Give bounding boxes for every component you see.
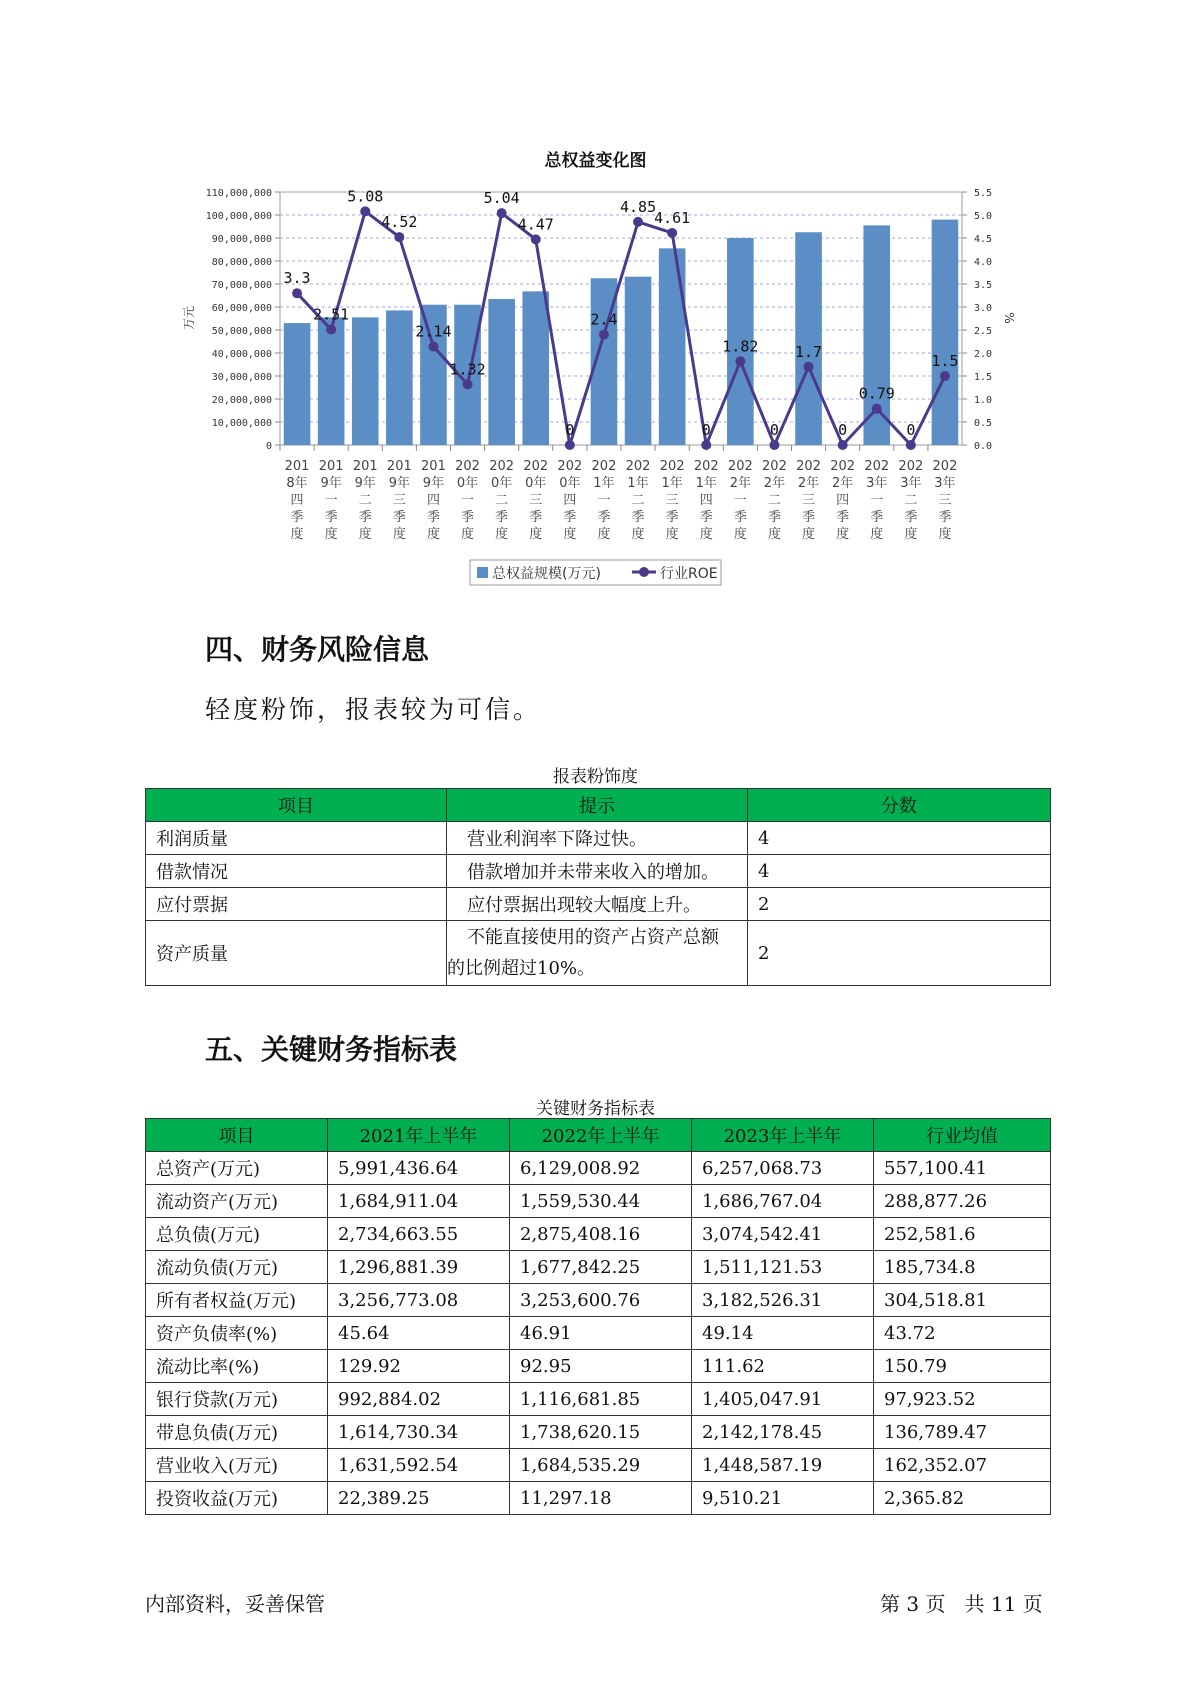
roe-point	[531, 234, 541, 244]
x-tick-label: 202 3年一季度	[864, 459, 890, 542]
x-tick-label: 202 0年一季度	[455, 459, 480, 542]
x-tick-label: 202 2年二季度	[762, 459, 787, 542]
roe-data-label: 4.52	[381, 213, 418, 232]
indicator-name-cell: 带息负债(万元)	[146, 1416, 328, 1449]
table-row	[146, 1383, 1051, 1416]
y-tick-label: 60,000,000	[211, 303, 272, 314]
indicator-value-cell: 5,991,436.64	[328, 1152, 510, 1185]
indicator-value-cell: 162,352.07	[874, 1449, 1051, 1482]
indicator-value-cell: 46.91	[510, 1317, 692, 1350]
indicator-value-cell: 97,923.52	[874, 1383, 1051, 1416]
y-tick-label: 30,000,000	[211, 372, 272, 383]
roe-data-label: 0.79	[858, 384, 895, 403]
table-row	[146, 1482, 1051, 1515]
roe-point	[940, 371, 950, 381]
indicator-value-cell: 3,182,526.31	[692, 1284, 874, 1317]
indicator-value-cell: 2,875,408.16	[510, 1218, 692, 1251]
y2-tick-label: 2.0	[974, 349, 993, 360]
risk-item: 借款情况	[146, 855, 447, 888]
section4-heading: 四、财务风险信息	[205, 633, 430, 666]
risk-tip	[447, 921, 748, 986]
x-tick-label: 202 2年一季度	[727, 459, 753, 542]
risk-tip-line: 不能直接使用的资产占资产总额	[467, 927, 719, 948]
table-row	[146, 1416, 1051, 1449]
indicator-value-cell: 2,365.82	[874, 1482, 1051, 1515]
table-row	[146, 822, 1051, 855]
indicator-value-cell: 6,129,008.92	[510, 1152, 692, 1185]
roe-point	[394, 232, 404, 242]
indicator-value-cell: 1,684,535.29	[510, 1449, 692, 1482]
indicator-value-cell: 43.72	[874, 1317, 1051, 1350]
indicator-name-cell: 所有者权益(万元)	[146, 1284, 328, 1317]
indicator-value-cell: 111.62	[692, 1350, 874, 1383]
x-tick-label: 201 9年三季度	[386, 459, 412, 542]
indicator-name-cell: 银行贷款(万元)	[146, 1383, 328, 1416]
indicator-value-cell: 1,684,911.04	[328, 1185, 510, 1218]
table-header-row	[146, 1119, 1051, 1152]
roe-data-label: 4.47	[517, 215, 554, 234]
indicator-name-cell: 流动资产(万元)	[146, 1185, 328, 1218]
indicator-value-cell: 2,142,178.45	[692, 1416, 874, 1449]
roe-data-label: 3.3	[283, 269, 311, 288]
indicator-value-cell: 92.95	[510, 1350, 692, 1383]
roe-point	[360, 206, 370, 216]
indicator-value-cell: 3,074,542.41	[692, 1218, 874, 1251]
indicator-value-cell: 11,297.18	[510, 1482, 692, 1515]
x-tick-label: 202 1年一季度	[591, 459, 617, 542]
indicator-value-cell: 49.14	[692, 1317, 874, 1350]
indicator-value-cell: 6,257,068.73	[692, 1152, 874, 1185]
column-header: 项目	[146, 1119, 328, 1152]
indicator-name-cell: 营业收入(万元)	[146, 1449, 328, 1482]
chart-bar	[318, 317, 345, 445]
section5-heading: 五、关键财务指标表	[205, 1033, 458, 1066]
x-tick-label: 201 9年四季度	[421, 459, 446, 542]
chart-bar	[386, 310, 413, 445]
x-tick-label: 202 0年三季度	[523, 459, 549, 542]
roe-point	[565, 440, 575, 450]
roe-point	[872, 404, 882, 414]
table-header-row	[146, 789, 1051, 822]
y2-tick-label: 5.0	[974, 211, 993, 222]
roe-data-label: 0	[565, 421, 575, 439]
indicator-name-cell: 总资产(万元)	[146, 1152, 328, 1185]
column-header: 项目	[146, 789, 447, 822]
roe-data-label: 0	[769, 421, 779, 439]
indicator-value-cell: 1,448,587.19	[692, 1449, 874, 1482]
indicator-value-cell: 3,256,773.08	[328, 1284, 510, 1317]
roe-data-label: 5.08	[347, 187, 384, 206]
roe-point	[667, 228, 677, 238]
y-tick-label: 90,000,000	[211, 234, 272, 245]
column-header: 2023年上半年	[692, 1119, 874, 1152]
column-header: 2022年上半年	[510, 1119, 692, 1152]
roe-data-label: 2.4	[590, 310, 618, 329]
indicator-value-cell: 252,581.6	[874, 1218, 1051, 1251]
table-row	[146, 1251, 1051, 1284]
y2-tick-label: 4.0	[974, 257, 993, 268]
roe-data-label: 1.32	[449, 360, 486, 379]
roe-point	[769, 440, 779, 450]
indicator-value-cell: 1,116,681.85	[510, 1383, 692, 1416]
x-tick-label: 202 3年三季度	[932, 459, 958, 542]
roe-point	[428, 342, 438, 352]
legend-line-label: 行业ROE	[660, 566, 718, 582]
table-row	[146, 1284, 1051, 1317]
indicator-value-cell: 992,884.02	[328, 1383, 510, 1416]
indicator-value-cell: 1,559,530.44	[510, 1185, 692, 1218]
column-header: 行业均值	[874, 1119, 1051, 1152]
risk-tip: 应付票据出现较大幅度上升。	[447, 888, 748, 921]
indicator-value-cell: 1,511,121.53	[692, 1251, 874, 1284]
roe-data-label: 1.5	[931, 352, 959, 370]
risk-table-caption: 报表粉饰度	[553, 767, 638, 787]
roe-data-label: 5.04	[483, 189, 520, 208]
table-row	[146, 1152, 1051, 1185]
y-tick-label: 50,000,000	[211, 326, 272, 337]
x-tick-label: 202 1年三季度	[659, 459, 685, 542]
x-tick-label: 202 0年二季度	[489, 459, 515, 542]
y2-tick-label: 4.5	[974, 234, 993, 245]
roe-point	[497, 208, 507, 218]
column-header: 提示	[447, 789, 748, 822]
roe-point	[838, 440, 848, 450]
chart-bar	[795, 232, 822, 445]
indicator-value-cell: 557,100.41	[874, 1152, 1051, 1185]
risk-score: 4	[748, 855, 1051, 888]
chart-bar	[352, 317, 379, 445]
y-tick-label: 110,000,000	[205, 188, 272, 199]
x-tick-label: 202 3年二季度	[898, 459, 924, 542]
indicator-name-cell: 流动比率(%)	[146, 1350, 328, 1383]
equity-chart	[0, 0, 1191, 600]
indicator-value-cell: 1,738,620.15	[510, 1416, 692, 1449]
indicator-value-cell: 150.79	[874, 1350, 1051, 1383]
risk-tip: 借款增加并未带来收入的增加。	[447, 855, 748, 888]
legend-line-marker	[639, 567, 649, 577]
indicator-value-cell: 185,734.8	[874, 1251, 1051, 1284]
risk-score: 2	[748, 888, 1051, 921]
indicator-value-cell: 136,789.47	[874, 1416, 1051, 1449]
risk-item: 利润质量	[146, 822, 447, 855]
y-axis-label: 万元	[182, 305, 196, 331]
table-row	[146, 1449, 1051, 1482]
footer-page-number: 第 3 页 共 11 页	[880, 1592, 1043, 1616]
financial-indicator-table	[145, 1118, 1051, 1515]
indicator-value-cell: 288,877.26	[874, 1185, 1051, 1218]
y-tick-label: 0	[265, 441, 272, 452]
risk-tip-line: 的比例超过10%。	[447, 958, 596, 979]
roe-point	[292, 288, 302, 298]
chart-bar	[625, 277, 652, 445]
x-tick-label: 202 1年四季度	[693, 459, 719, 542]
y-tick-label: 70,000,000	[211, 280, 272, 291]
y2-tick-label: 1.0	[974, 395, 993, 406]
roe-data-label: 4.61	[654, 208, 691, 227]
indicator-value-cell: 9,510.21	[692, 1482, 874, 1515]
y2-tick-label: 2.5	[974, 326, 993, 337]
risk-score: 2	[748, 921, 1051, 986]
roe-point	[633, 217, 643, 227]
indicator-value-cell: 22,389.25	[328, 1482, 510, 1515]
x-tick-label: 201 8年四季度	[284, 459, 310, 542]
indicator-value-cell: 1,405,047.91	[692, 1383, 874, 1416]
risk-score: 4	[748, 822, 1051, 855]
y-tick-label: 10,000,000	[211, 418, 272, 429]
indicator-value-cell: 1,296,881.39	[328, 1251, 510, 1284]
y-tick-label: 100,000,000	[205, 211, 272, 222]
roe-point	[463, 379, 473, 389]
table-row	[146, 888, 1051, 921]
indicator-value-cell: 2,734,663.55	[328, 1218, 510, 1251]
x-tick-label: 202 0年四季度	[557, 459, 583, 542]
y2-tick-label: 3.5	[974, 280, 993, 291]
y-tick-label: 20,000,000	[211, 395, 272, 406]
roe-data-label: 2.14	[415, 322, 452, 341]
y2-tick-label: 5.5	[974, 188, 993, 199]
x-tick-label: 202 1年二季度	[625, 459, 651, 542]
table-row	[146, 921, 1051, 986]
x-tick-label: 202 2年四季度	[830, 459, 856, 542]
indicator-name-cell: 流动负债(万元)	[146, 1251, 328, 1284]
indicator-value-cell: 129.92	[328, 1350, 510, 1383]
chart-bar	[659, 248, 686, 445]
financial-table-body	[146, 1152, 1051, 1515]
indicator-value-cell: 1,631,592.54	[328, 1449, 510, 1482]
x-tick-label: 201 9年二季度	[352, 459, 378, 542]
y2-tick-label: 0.5	[974, 418, 993, 429]
y2-tick-label: 3.0	[974, 303, 993, 314]
indicator-name-cell: 总负债(万元)	[146, 1218, 328, 1251]
roe-point	[701, 440, 711, 450]
legend-bar-label: 总权益规模(万元)	[492, 566, 601, 582]
roe-point	[326, 325, 336, 335]
table-row	[146, 1350, 1051, 1383]
chart-bar	[488, 299, 515, 445]
roe-data-label: 0	[838, 421, 848, 439]
indicator-name-cell: 投资收益(万元)	[146, 1482, 328, 1515]
risk-item: 资产质量	[146, 921, 447, 986]
roe-point	[735, 356, 745, 366]
roe-data-label: 0	[906, 421, 916, 439]
risk-tip: 营业利润率下降过快。	[447, 822, 748, 855]
legend-bar-swatch	[477, 567, 488, 578]
x-tick-label: 201 9年一季度	[318, 459, 344, 542]
roe-point	[599, 330, 609, 340]
roe-data-label: 2.51	[313, 305, 350, 324]
risk-table	[145, 788, 1051, 986]
y2-axis-label: %	[1002, 312, 1016, 324]
roe-point	[804, 362, 814, 372]
roe-point	[906, 440, 916, 450]
section4-paragraph: 轻度粉饰，报表较为可信。	[205, 695, 542, 724]
chart-bar	[284, 323, 311, 445]
roe-data-label: 1.82	[722, 337, 759, 356]
y2-tick-label: 1.5	[974, 372, 993, 383]
chart-title: 总权益变化图	[544, 151, 647, 171]
indicator-name-cell: 资产负债率(%)	[146, 1317, 328, 1350]
risk-item: 应付票据	[146, 888, 447, 921]
y2-tick-label: 0.0	[974, 441, 993, 452]
roe-data-label: 4.85	[619, 197, 657, 216]
roe-data-label: 0	[701, 421, 711, 439]
indicator-value-cell: 3,253,600.76	[510, 1284, 692, 1317]
table-row	[146, 1317, 1051, 1350]
table-row	[146, 855, 1051, 888]
indicator-value-cell: 1,614,730.34	[328, 1416, 510, 1449]
indicator-value-cell: 1,686,767.04	[692, 1185, 874, 1218]
y-tick-label: 40,000,000	[211, 349, 272, 360]
y-tick-label: 80,000,000	[211, 257, 272, 268]
table-row	[146, 1185, 1051, 1218]
indicator-value-cell: 45.64	[328, 1317, 510, 1350]
table-row	[146, 1218, 1051, 1251]
footer-confidential: 内部资料，妥善保管	[145, 1592, 325, 1616]
x-tick-label: 202 2年三季度	[796, 459, 821, 542]
column-header: 分数	[748, 789, 1051, 822]
indicator-value-cell: 1,677,842.25	[510, 1251, 692, 1284]
chart-bar	[522, 291, 549, 445]
roe-data-label: 1.7	[795, 342, 823, 361]
chart-bar	[932, 220, 959, 445]
fin-table-caption: 关键财务指标表	[536, 1099, 655, 1119]
column-header: 2021年上半年	[328, 1119, 510, 1152]
indicator-value-cell: 304,518.81	[874, 1284, 1051, 1317]
